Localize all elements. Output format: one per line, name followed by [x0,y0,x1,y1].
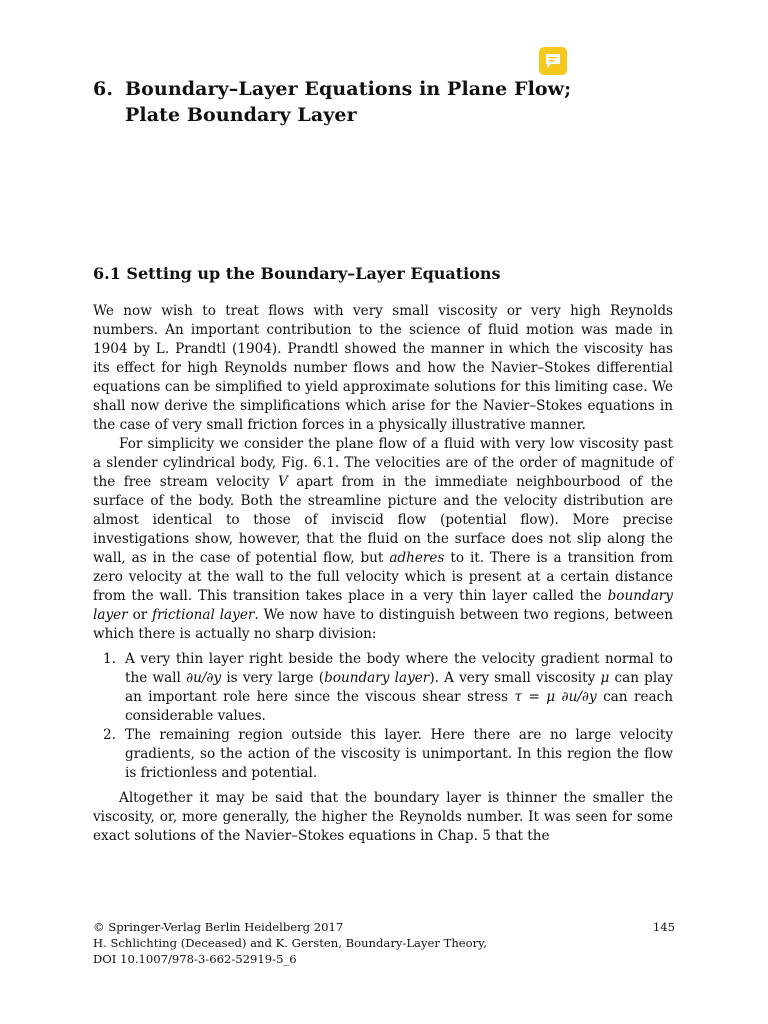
paragraph-1: We now wish to treat flows with very small viscosity or very high Reynolds numbers. An important contribution to the science of fluid motion was made in 1904 by L. Prandtl (1904). Prandtl showed the manner in which the viscosity has its effect for high Reynolds number flows and how the Navier–Stokes differential equations can be simplified to yield approximate solutions for this limiting case. We shall now derive the simplifications which arise for the Navier–Stokes equations in the case of very small friction forces in a physically illustrative manner. [93,303,673,433]
paragraph-2-part5: . We now have to distinguish between two regions, between which there is actually no sharp division: [93,607,673,642]
citation: H. Schlichting (Deceased) and K. Gersten, Boundary-Layer Theory, [93,936,487,950]
section-title: 6.1 Setting up the Boundary–Layer Equations [93,264,501,283]
list-item-1-part5: can reach considerable values. [125,689,673,724]
list-item [103,726,673,783]
paragraph-2-part2: apart from in the immediate neighbourbood of the surface of the body. Both the streamline picture and the velocity distribution are almost identical to those of inviscid flow (potential flow). More precise investigations show, however, that the fluid on the surface does not slip along the wall, as in the case of potential flow, but [93,474,673,566]
math-velocity-gradient: ∂u/∂y [186,670,222,686]
list-item-1-part4: can play an important role here since the viscous shear stress [125,670,673,705]
list-marker: 1. [103,651,116,667]
chapter-title [93,76,693,128]
emphasis-boundary-layer: boundary layer [93,588,673,623]
list-item-2-text: The remaining region outside this layer. Here there are no large velocity gradients, so the action of the viscosity is unimportant. In this region the flow is frictionless and potential. [125,727,673,781]
paragraph-3: Altogether it may be said that the boundary layer is thinner the smaller the viscosity, or, more generally, the higher the Reynolds number. It was seen for some exact solutions of the Navier–Stokes equations in Chap. 5 that the [93,790,673,844]
page-footer [93,919,675,967]
list-item-1-part2: is very large ( [221,670,325,686]
list-item-1-part1: A very thin layer right beside the body where the velocity gradient normal to the wall [125,651,673,686]
body-text [93,302,673,846]
list-marker: 2. [103,727,116,743]
list-item-1-part3: ). A very small viscosity [429,670,601,686]
copyright-notice: © Springer-Verlag Berlin Heidelberg 2017 [93,920,344,934]
page-number: 145 [652,920,675,934]
doi: DOI 10.1007/978-3-662-52919-5_6 [93,952,297,966]
paragraph-2-part1: For simplicity we consider the plane flow of a fluid with very low viscosity past a slender cylindrical body, Fig. 6.1. The velocities are of the order of magnitude of the free stream velocity [93,436,673,490]
paragraph-2-part3: to it. There is a transition from zero velocity at the wall to the full velocity which is present at a certain distance from the wall. This transition takes place in a very thin layer called the [93,550,673,604]
math-free-stream-velocity: V [277,474,288,490]
chapter-number: 6. [93,78,114,100]
chapter-title-line2: Plate Boundary Layer [125,104,357,126]
comment-button[interactable] [539,47,567,75]
chapter-title-line1: Boundary–Layer Equations in Plane Flow; [125,78,572,100]
emphasis-frictional-layer: frictional layer [152,607,255,623]
list-item [103,650,673,726]
paragraph-2-part4: or [127,607,153,623]
paragraph-2 [93,435,673,644]
math-viscosity: μ [600,670,610,686]
math-shear-stress: τ = μ ∂u/∂y [514,689,597,705]
emphasis-boundary-layer: boundary layer [324,670,430,686]
region-list [93,650,673,783]
comment-icon [544,52,562,70]
emphasis-adheres: adheres [389,550,445,566]
